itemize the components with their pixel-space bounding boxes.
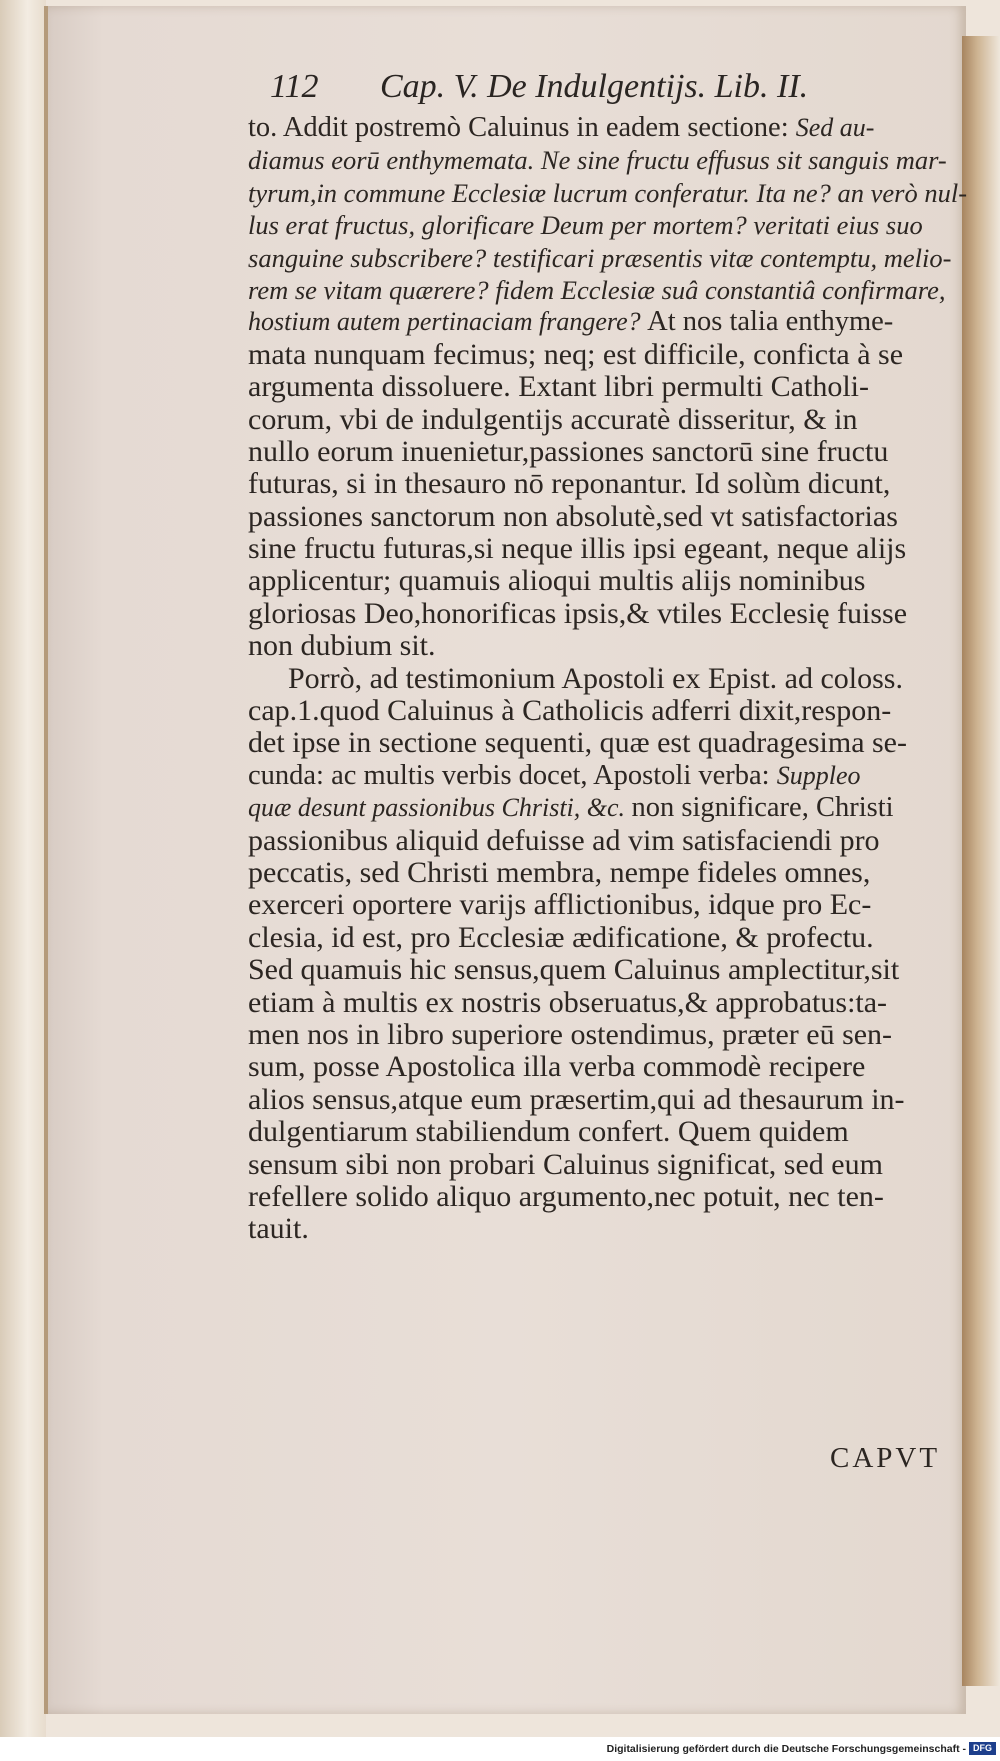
line-text: non significare, Christi [631, 792, 894, 824]
body-text [248, 112, 968, 1246]
line-text: sine fructu futuras,si neque illis ipsi egeant, neque alijs [248, 532, 907, 566]
line-text: cap.1.quod Caluinus à Catholicis adferri dixit,respon- [248, 694, 892, 728]
italic-quote: Sed au- [795, 113, 875, 142]
text-line [248, 987, 968, 1019]
line-text: passionibus aliquid defuisse ad vim satisfaciendi pro [248, 823, 880, 857]
text-line [248, 306, 968, 338]
line-text: nullo eorum inuenietur,passiones sanctorū sine fructu [248, 434, 889, 468]
dfg-logo: DFG [969, 1742, 996, 1755]
text-line [248, 436, 968, 468]
digitization-credit: Digitalisierung gefördert durch die Deutsche Forschungsgemeinschaft - [606, 1743, 966, 1755]
line-text: tyrum,in commune Ecclesiæ lucrum conferatur. Ita ne? an verò nul- [248, 177, 968, 208]
line-text: corum, vbi de indulgentijs accuratè disseritur, & in [248, 402, 858, 436]
line-text: clesia, id est, pro Ecclesiæ ædificatione, & profectu. [248, 920, 874, 954]
text-line [248, 727, 968, 759]
text-line [248, 1213, 968, 1245]
line-text: tauit. [248, 1212, 309, 1246]
text-line [248, 209, 968, 241]
text-line [248, 792, 968, 824]
line-text: cunda: ac multis verbis docet, Apostoli verba: [248, 759, 777, 791]
text-line [248, 339, 968, 371]
text-line [248, 501, 968, 533]
page-number: 112 [270, 68, 319, 105]
text-line [248, 533, 968, 565]
line-text: At nos talia enthyme- [647, 306, 894, 338]
italic-quote: quæ desunt passionibus Christi, &c. [248, 793, 632, 823]
text-line [248, 1116, 968, 1148]
line-text: dulgentiarum stabiliendum confert. Quem quidem [248, 1115, 849, 1149]
text-line [248, 1181, 968, 1213]
line-text: sum, posse Apostolica illa verba commodè recipere [248, 1050, 866, 1084]
text-line [248, 242, 968, 274]
line-text: mata nunquam fecimus; neq; est difficile, conficta à se [248, 337, 904, 371]
running-title: Cap. V. De Indulgentijs. Lib. II. [380, 68, 809, 105]
text-line [248, 1019, 968, 1051]
text-line [248, 144, 968, 176]
line-text: det ipse in sectione sequenti, quæ est quadragesima se- [248, 726, 907, 760]
italic-quote: hostium autem pertinaciam frangere? [248, 307, 648, 337]
italic-quote: Suppleo [776, 760, 861, 790]
text-line [248, 404, 968, 436]
line-text: diamus eorū enthymemata. Ne sine fructu effusus sit sanguis mar- [248, 145, 947, 176]
text-line [248, 695, 968, 727]
line-text: lus erat fructus, glorificare Deum per mortem? veritati eius suo [248, 210, 923, 241]
text-line [248, 825, 968, 857]
line-text: to. Addit postremò Caluinus in eadem sectione: [248, 112, 796, 143]
running-head [270, 68, 870, 108]
line-text: refellere solido aliquo argumento,nec potuit, nec ten- [248, 1179, 884, 1213]
line-text: applicentur; quamuis alioqui multis alijs nominibus [248, 564, 866, 598]
line-text: men nos in libro superiore ostendimus, præter eū sen- [248, 1017, 893, 1051]
text-line [248, 565, 968, 597]
text-line [248, 177, 968, 209]
text-line [248, 663, 968, 695]
line-text: futuras, si in thesauro nō reponantur. Id solùm dicunt, [248, 467, 891, 501]
text-line [248, 112, 968, 144]
text-line [248, 598, 968, 630]
text-line [248, 371, 968, 403]
text-line [248, 954, 968, 986]
text-line [248, 922, 968, 954]
line-text: gloriosas Deo,honorificas ipsis,& vtiles Ecclesię fuisse [248, 596, 908, 630]
catchword: CAPVT [830, 1442, 941, 1474]
line-text: alios sensus,atque eum præsertim,qui ad thesaurum in- [248, 1082, 905, 1116]
text-line [248, 889, 968, 921]
text-line [248, 1149, 968, 1181]
text-line [248, 274, 968, 306]
text-line [248, 1084, 968, 1116]
text-line [248, 760, 968, 792]
line-text: sanguine subscribere? testificari præsentis vitæ contemptu, melio- [248, 242, 952, 273]
line-text: sensum sibi non probari Caluinus significat, sed eum [248, 1147, 883, 1181]
text-line [248, 468, 968, 500]
text-line [248, 1051, 968, 1083]
line-text: peccatis, sed Christi membra, nempe fideles omnes, [248, 855, 871, 889]
line-text: passiones sanctorum non absolutè,sed vt satisfactorias [248, 499, 898, 533]
line-text: non dubium sit. [248, 629, 436, 663]
text-line [248, 630, 968, 662]
book-spine-edge [0, 0, 46, 1761]
text-line [248, 857, 968, 889]
line-text: Porrò, ad testimonium Apostoli ex Epist. ad coloss. [288, 661, 903, 695]
line-text: rem se vitam quærere? fidem Ecclesiæ suâ constantiâ confirmare, [248, 274, 946, 305]
line-text: Sed quamuis hic sensus,quem Caluinus amplectitur,sit [248, 953, 900, 987]
line-text: argumenta dissoluere. Extant libri permulti Catholi- [248, 370, 869, 404]
line-text: exerceri oportere varijs afflictionibus, idque pro Ec- [248, 888, 872, 922]
line-text: etiam à multis ex nostris obseruatus,& approbatus:ta- [248, 985, 888, 1019]
